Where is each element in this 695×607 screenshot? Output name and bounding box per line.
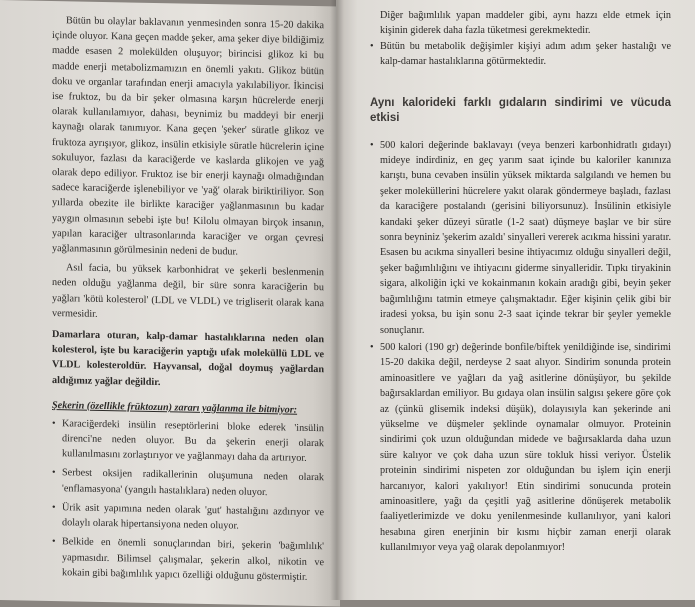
list-item: • Ürik asit yapımına neden olarak 'gut' hastalığını azdırıyor ve dolaylı olarak hipertansiyona neden oluyor. [52, 500, 324, 536]
book-gutter [330, 0, 344, 600]
right-top-bullet-list [370, 39, 671, 70]
left-section-heading: Şekerin (özellikle früktozun) zararı yağlanma ile bitmiyor: [52, 399, 298, 416]
left-paragraph-1: Bütün bu olaylar baklavanın yenmesinden sonra 15-20 dakika içinde oluyor. Kana geçen madde şeker, ama şeker diye bildiğimiz madde esasen 2 molekülden oluşuyor; birincisi glikoz ki bu madde enerji metabolizmamızın en önemli yakıtı. Glikoz bütün doku ve organlar tarafından enerji amacıyla yakılabiliyor. İkincisi ise fruktoz, bu da bir şeker olmasına karşın hücrelerde enerji olarak kullanılamıyor, dahası, beynimiz bu maddeyi bir enerji kaynağı olarak tanımıyor. Kana geçen 'şeker' süratle glikoz ve fruktoza ayrışıyor, glikoz, insülin etkisiyle süratle hücrelerin içine sokuluyor, fazlası da karaciğerde ve kaslarda glikojen ve yağ olarak depo ediliyor. Fruktoz ise bir enerji kaynağı olmadığından sadece karaciğerde işlenebiliyor ve 'yağ' olarak biriktiriliyor. Son yıllarda obezite ile birlikte karaciğer yağlanmasının bu kadar yaygın olmasının sebebi işte bu! Kilolu olmayan birçok insanın, yapılan karaciğer ultrasonlarında karaciğer ve organ çevresi yağlanmasının görülmesinin nedeni de budur. [52, 15, 324, 258]
right-section-heading: Aynı kalorideki farklı gıdaların sindirimi ve vücuda etkisi [370, 96, 671, 124]
left-page [0, 0, 340, 607]
list-item: • Serbest oksijen radikallerinin oluşumuna neden olarak 'enflamasyona' (yangılı hastalıklara) neden oluyor. [52, 465, 324, 501]
list-item: • Karaciğerdeki insülin reseptörlerini bloke ederek 'insülin direnci'ne neden oluyor. Bu da şekerin enerji olarak kullanılmasını zorlaştırıyor ve yağlanmayı daha da artırıyor. [52, 416, 324, 467]
list-item: • 500 kalori (190 gr) değerinde bonfile/biftek yenildiğinde ise, sindirimi 15-20 dakika değil, nerdeyse 2 saat alıyor. Sindirim sonunda protein aminoasitlere ve yağları da yağ asitlerine dönüşüyor, bu şekilde bağırsaklardan emiliyor. Bu gıdaya olan insülin salgısı şekere göre çok az (çünkü glisemik indeksi düşük), dolayısıyla kan şekerinde ani yükselme ve düşmeler şeklinde oynamalar olmuyor. Proteinin sindirimi çok uzun olduğundan midede ve bağırsaklarda daha uzun süre kalıyor ve çok daha uzun süre tokluk hissi veriyor. Üstelik proteinin sindirimi nispeten zor olduğundan bu işlem için enerji harcanıyor, kalori yakılıyor! Etin sindirimi sonucunda protein aminoasitlere, yağı da çeşitli yağ asitlerine dönüşerek metabolik faaliyetlerimizde ve doku yenilenmesinde kullanılıyor, yani kalori hesabına giren enerjinin bir kısmı hiçbir zaman enerji olarak kullanılmıyor veya yağ olarak depolanmıyor! [370, 340, 671, 556]
right-bullet-list [370, 138, 671, 556]
left-paragraph-2: Asıl facia, bu yüksek karbonhidrat ve şekerli beslenmenin neden olduğu yağlanma değil, bir süre sonra karaciğerin bu yağları 'kötü kolesterol' (LDL ve VLDL) ve trigliserit olarak kana vermesidir. [52, 262, 324, 320]
right-top-paragraph: Diğer bağımlılık yapan maddeler gibi, aynı hazzı elde etmek için kişinin giderek daha fazla tüketmesi gerekmektedir. [380, 10, 671, 37]
right-page [336, 0, 695, 600]
list-item: • Bütün bu metabolik değişimler kişiyi adım adım şeker hastalığı ve kalp-damar hastalıklarına götürmektedir. [370, 39, 671, 70]
left-bullet-list [52, 416, 324, 585]
left-bold-paragraph: Damarlara oturan, kalp-damar hastalıklarına neden olan kolesterol, işte bu karaciğerin yaptığı ufak moleküllü LDL ve VLDL kolesteroldür. Hayvansal, doğal doymuş yağlardan aldığımız yağlar değildir. [52, 329, 324, 388]
list-item: • 500 kalori değerinde baklavayı (veya benzeri karbonhidratlı gıdayı) mideye indirdiniz, en geç yarım saat içinde bu kaloriler kanınıza karıştı, buna cevaben insülin yüksek miktarda salgılandı ve hemen bu şeker moleküllerini hücrelere yakıt olarak göndermeye başladı, fazlası da karaciğere postalandı (gerisini biliyorsunuz). İnsülinin etkisiyle kandaki şeker düzeyi süratle (1-2 saat) düşmeye başlar ve bir süre sonra beyniniz 'şekerim azaldı' sinyalleri vererek acıkma hissini yaratır. Esasen bu acıkma sinyalleri besine ihtiyacımız olduğu sinyalleri değil, şeker bağımlılığını ve ihtiyacını giderme sinyalleridir. Tıpkı tiryakinin sigara, alkoliğin içki ve kokainmanın kokain aradığı gibi, beyin şeker bağımlılığını tatmin etmeye çalışmaktadır. Eğer kişinin çelik gibi bir iradesi yoksa, bu işin sonu 2-3 saat içinde tekrar bir şeyler yemekle sonuçlanır. [370, 138, 671, 338]
list-item: • Belkide en önemli sonuçlarından biri, şekerin 'bağımlılık' yapmasıdır. Bilimsel çalışmalar, şekerin alkol, nikotin ve kokain gibi bağımlılık yapıcı özelliği olduğunu göstermiştir. [52, 534, 324, 585]
